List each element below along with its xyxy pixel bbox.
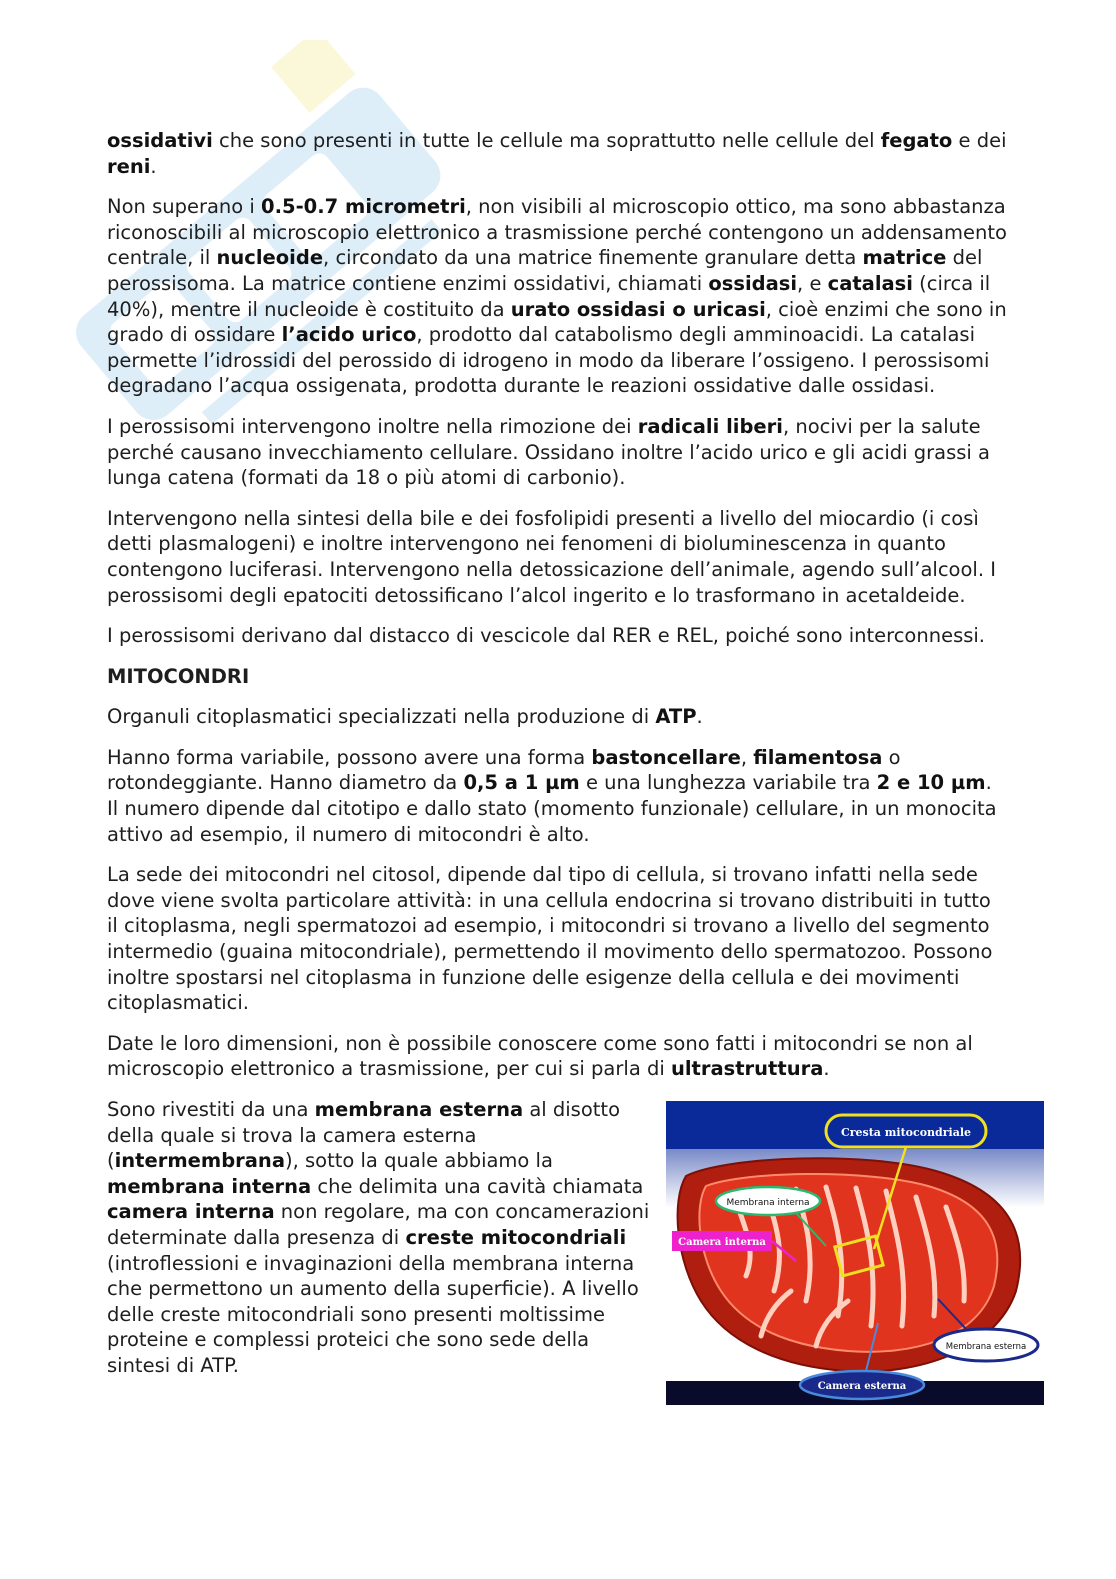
mitochondrion-svg	[666, 1101, 1044, 1405]
bold-term: ATP	[655, 705, 697, 729]
bold-term: filamentosa	[753, 745, 883, 769]
paragraph-peroxisome-location: ossidativi che sono presenti in tutte le cellule ma soprattutto nelle cellule del fegato e dei reni.	[107, 129, 1007, 178]
mitochondrion-diagram	[666, 1101, 1044, 1405]
figure-row	[107, 1097, 1027, 1392]
paragraph-mito-definition: Organuli citoplasmatici specializzati nella produzione di ATP.	[107, 705, 703, 729]
label-camera-esterna: Camera esterna	[817, 1381, 907, 1392]
bold-term: reni	[107, 154, 151, 178]
bold-term: ossidativi	[107, 129, 213, 152]
paragraph-synthesis: Intervengono nella sintesi della bile e dei fosfolipidi presenti a livello del miocardio (i così detti plasmalogeni) e inoltre intervengono nei fenomeni di bioluminescenza in quanto contengono luciferasi. Intervengono nella detossicazione dell’animale, agendo sull’alcool. I perossisomi degli epatociti detossificano l’alcol ingerito e lo trasformano in acetaldeide.	[107, 506, 996, 607]
paragraph-origin: I perossisomi derivano dal distacco di vescicole dal RER e REL, poiché sono interconnessi.	[107, 624, 986, 648]
paragraph-mito-shape: Hanno forma variabile, possono avere una forma bastoncellare, filamentosa o rotondeggiante. Hanno diametro da 0,5 a 1 µm e una lunghezza variabile tra 2 e 10 µm. Il numero dipende dal citotipo e dallo stato (momento funzionale) cellulare, in un monocita attivo ad esempio, il numero di mitocondri è alto.	[107, 745, 997, 846]
paragraph-free-radicals: I perossisomi intervengono inoltre nella rimozione dei radicali liberi, nocivi per la salute perché causano invecchiamento cellulare. Ossidano inoltre l’acido urico e gli acidi grassi a lunga catena (formati da 18 o più atomi di carbonio).	[107, 414, 990, 490]
bold-term: 2 e 10 µm	[876, 771, 986, 795]
bold-term: radicali liberi	[637, 414, 783, 438]
bold-term: membrana interna	[107, 1174, 312, 1198]
bold-term: bastoncellare	[591, 745, 741, 769]
bold-term: catalasi	[827, 271, 913, 295]
bold-term: urato ossidasi o uricasi	[510, 297, 766, 321]
paragraph-mito-membranes: Sono rivestiti da una membrana esterna al disotto della quale si trova la camera esterna (intermembrana), sotto la quale abbiamo la membrana interna che delimita una cavità chiamata camera interna non regolare, ma con concamerazioni determinate dalla presenza di creste mitocondriali (introflessioni e invaginazioni della membrana interna che permettono un aumento della superficie). A livello delle creste mitocondriali sono presenti moltissime proteine e complessi proteici che sono sede della sintesi di ATP.	[107, 1098, 650, 1377]
section-heading: MITOCONDRI	[107, 664, 250, 688]
bold-term: ossidasi	[708, 271, 798, 295]
label-membrana-interna: Membrana interna	[726, 1198, 810, 1208]
label-membrana-esterna: Membrana esterna	[945, 1342, 1027, 1352]
bold-term: membrana esterna	[314, 1098, 524, 1121]
bold-term: nucleoide	[216, 246, 324, 270]
paragraph-mito-location: La sede dei mitocondri nel citosol, dipende dal tipo di cellula, si trovano infatti nella sede dove viene svolta particolare attività: in una cellula endocrina si trovano distribuiti in tutto il citoplasma, negli spermatozoi ad esempio, i mitocondri si trovano a livello del segmento intermedio (guaina mitocondriale), permettendo il movimento dello spermatozoo. Possono inoltre spostarsi nel citoplasma in funzione delle esigenze della cellula e dei movimenti citoplasmatici.	[107, 863, 993, 1015]
bold-term: l’acido urico	[281, 323, 417, 347]
bold-term: ultrastruttura	[670, 1057, 824, 1081]
label-camera-interna: Camera interna	[678, 1237, 766, 1248]
paragraph-mito-ultrastructure: Date le loro dimensioni, non è possibile conoscere come sono fatti i mitocondri se non al microscopio elettronico a trasmissione, per cui si parla di ultrastruttura.	[107, 1031, 973, 1081]
bold-term: intermembrana	[114, 1149, 285, 1173]
bold-term: creste mitocondriali	[405, 1225, 627, 1249]
bold-term: matrice	[862, 246, 947, 270]
paragraph-peroxisome-structure: Non superano i 0.5-0.7 micrometri, non visibili al microscopio ottico, ma sono abbastanza riconoscibili al microscopio elettronico a trasmissione perché contengono un addensamento centrale, il nucleoide, circondato da una matrice finemente granulare detta matrice del perossisoma. La matrice contiene enzimi ossidativi, chiamati ossidasi, e catalasi (circa il 40%), mentre il nucleoide è costituito da urato ossidasi o uricasi, cioè enzimi che sono in grado di ossidare l’acido urico, prodotto dal catabolismo degli amminoacidi. La catalasi permette l’idrossidi del perossido di idrogeno in modo da liberare l’ossigeno. I perossisomi degradano l’acqua ossigenata, prodotta durante le reazioni ossidative dalle ossidasi.	[107, 195, 1007, 398]
label-cresta: Cresta mitocondriale	[840, 1126, 972, 1139]
bold-term: camera interna	[107, 1200, 275, 1224]
bold-term: fegato	[880, 129, 953, 152]
bold-term: 0.5-0.7 micrometri	[261, 195, 466, 219]
document-page	[107, 128, 1027, 1394]
bold-term: 0,5 a 1 µm	[463, 771, 580, 795]
